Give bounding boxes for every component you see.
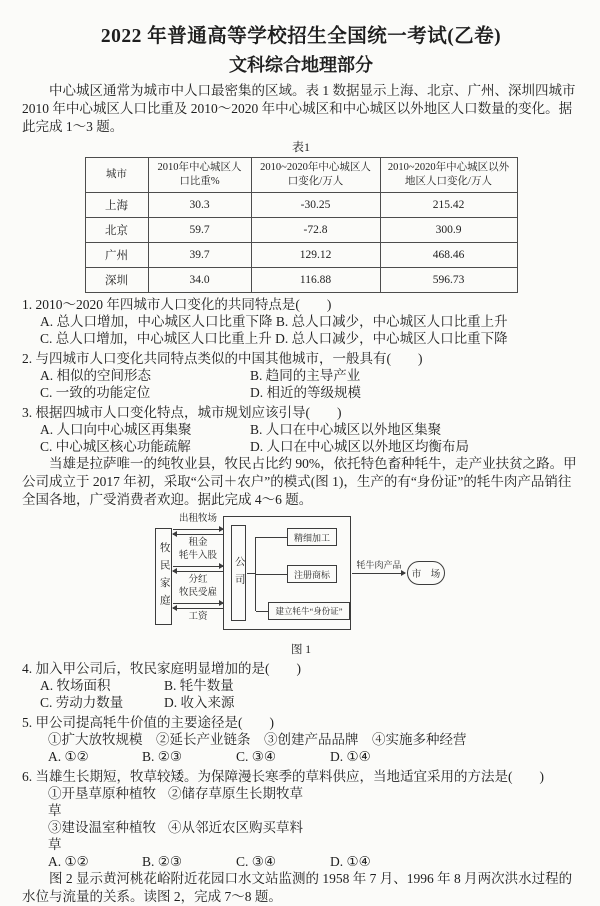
arrow-right-icon <box>352 573 405 574</box>
question-4 <box>22 660 580 711</box>
arrow-left-icon <box>173 608 223 609</box>
answer-a: A. ①② <box>48 749 89 764</box>
process-box-fine-processing: 精细加工 <box>287 528 337 546</box>
table-cell: 北京 <box>85 218 148 243</box>
flow-label-employed: 牧民受雇 <box>178 588 217 598</box>
option-d: D. 收入来源 <box>164 695 235 710</box>
table-row-beijing <box>85 218 517 243</box>
table-row-shanghai <box>85 193 517 218</box>
question-3-options-ab <box>22 421 580 438</box>
item-1: ①开垦草原种植牧草 <box>48 786 156 818</box>
table-cell: 39.7 <box>148 243 251 268</box>
option-a: A. 相似的空间形态 <box>40 368 151 383</box>
population-table <box>85 157 518 293</box>
column-header-outer-change: 2010~2020年中心城区以外地区人口变化/万人 <box>380 158 517 193</box>
herder-family-label: 牧民家庭 <box>158 541 170 612</box>
intro-paragraph-2: 当雄是拉萨唯一的纯牧业县，牧民占比约 90%，依托特色畜种牦牛，走产业扶贫之路。甲公司成立于 2017 年初，采取“公司＋农户”的模式(图 1)，生产的有“身份证”的牦牛肉产品销往全国各地，广受消费者欢迎。据此完成 4～6 题。 <box>22 456 577 507</box>
arrow-right-icon <box>173 603 223 604</box>
option-b: B. 人口在中心城区以外地区集聚 <box>250 422 442 437</box>
table-cell: 129.12 <box>251 243 380 268</box>
flow-label-wages: 工资 <box>188 612 208 622</box>
table-cell: 596.73 <box>380 268 517 293</box>
question-6-answers <box>22 853 580 870</box>
question-3-stem: 3. 根据四城市人口变化特点，城市规划应该引导( ) <box>22 405 342 420</box>
process-box-trademark: 注册商标 <box>287 565 337 583</box>
answer-b: B. ②③ <box>142 854 182 869</box>
connector-line <box>247 573 255 574</box>
answer-b: B. ②③ <box>142 749 182 764</box>
arrow-right-icon <box>173 566 223 567</box>
question-1 <box>22 296 580 347</box>
arrow-left-icon <box>173 534 223 535</box>
question-6 <box>22 768 580 870</box>
flow-label-lease: 出租牧场 <box>178 514 217 524</box>
table-cell: 34.0 <box>148 268 251 293</box>
market-box: 市 场 <box>407 561 445 585</box>
intro-paragraph-3: 图 2 显示黄河桃花峪附近花园口水文站监测的 1958 年 7 月、1996 年 8 月两次洪水过程的水位与流量的关系。读图 2，完成 7～8 题。 <box>22 871 573 904</box>
flow-label-yak-shares: 牦牛入股 <box>178 551 217 561</box>
answer-a: A. ①② <box>48 854 89 869</box>
company-outer-box <box>223 516 351 630</box>
table-caption: 表1 <box>291 140 310 154</box>
table-row-guangzhou <box>85 243 517 268</box>
option-d: D. 人口在中心城区以外地区均衡布局 <box>250 439 469 454</box>
item-2: ②储存草原生长期牧草 <box>168 786 303 801</box>
question-5 <box>22 714 580 765</box>
table-cell: 215.42 <box>380 193 517 218</box>
item-4: ④从邻近农区购买草料 <box>168 820 303 835</box>
answer-c: C. ③④ <box>236 749 276 764</box>
table-cell: 468.46 <box>380 243 517 268</box>
company-label: 公司 <box>233 555 245 591</box>
option-b: B. 牦牛数量 <box>164 678 234 693</box>
table-header-row <box>85 158 517 193</box>
option-c: C. 中心城区核心功能疏解 <box>40 439 191 454</box>
question-4-options-ab <box>22 677 580 694</box>
column-header-city: 城市 <box>85 158 148 193</box>
table-cell: -72.8 <box>251 218 380 243</box>
flow-arrows-group <box>173 514 223 625</box>
question-2-options-cd <box>22 384 580 401</box>
herder-family-box <box>155 528 172 625</box>
table-cell: 59.7 <box>148 218 251 243</box>
yak-product-label: 牦牛肉产品 <box>356 560 402 570</box>
answer-c: C. ③④ <box>236 854 276 869</box>
question-1-options-cd: C. 总人口增加，中心城区人口比重上升 D. 总人口减少，中心城区人口比重下降 <box>40 331 508 346</box>
question-5-stem: 5. 甲公司提高牦牛价值的主要途径是( ) <box>22 715 274 730</box>
option-c: C. 一致的功能定位 <box>40 385 151 400</box>
question-3-options-cd <box>22 438 580 455</box>
option-d: D. 相近的等级规模 <box>250 385 361 400</box>
connector-line <box>256 611 268 612</box>
flow-pair-lease <box>173 514 223 549</box>
question-1-stem: 1. 2010～2020 年四城市人口变化的共同特点是( ) <box>22 297 332 312</box>
option-a: A. 人口向中心城区再集聚 <box>40 422 192 437</box>
answer-d: D. ①④ <box>330 749 371 764</box>
table-row-shenzhen <box>85 268 517 293</box>
question-5-items: ①扩大放牧规模 ②延长产业链条 ③创建产品品牌 ④实施多种经营 <box>48 732 467 747</box>
answer-d: D. ①④ <box>330 854 371 869</box>
table-cell: -30.25 <box>251 193 380 218</box>
question-2 <box>22 350 580 401</box>
column-header-2010-share: 2010年中心城区人口比重% <box>148 158 251 193</box>
option-a: A. 牧场面积 <box>40 678 111 693</box>
option-c: C. 劳动力数量 <box>40 695 124 710</box>
question-6-stem: 6. 当雄生长期短，牧草较矮。为保障漫长寒季的草料供应，当地适宜采用的方法是( ) <box>22 769 544 784</box>
question-2-options-ab <box>22 367 580 384</box>
table-cell: 30.3 <box>148 193 251 218</box>
table-cell: 116.88 <box>251 268 380 293</box>
process-box-yak-id: 建立牦牛“身份证” <box>268 602 350 620</box>
intro-paragraph-1: 中心城区通常为城市中人口最密集的区域。表 1 数据显示上海、北京、广州、深圳四城市 2010 年中心城区人口比重及 2010～2020 年中心城区和中心城区以外地区人口数量的变化。据此完成 1～3 题。 <box>22 83 576 134</box>
question-4-stem: 4. 加入甲公司后，牧民家庭明显增加的是( ) <box>22 661 301 676</box>
option-b: B. 趋同的主导产业 <box>250 368 361 383</box>
column-header-central-change: 2010~2020年中心城区人口变化/万人 <box>251 158 380 193</box>
item-3: ③建设温室种植牧草 <box>48 820 156 852</box>
company-box <box>231 525 246 621</box>
flow-label-rent: 租金 <box>188 538 208 548</box>
question-6-items-12 <box>22 785 580 819</box>
page-subtitle: 文科综合地理部分 <box>229 55 373 75</box>
flow-pair-employment <box>173 588 223 623</box>
table-cell: 深圳 <box>85 268 148 293</box>
table-cell: 广州 <box>85 243 148 268</box>
flow-pair-shares <box>173 551 223 586</box>
question-5-answers <box>22 748 580 765</box>
figure-1-diagram <box>155 514 447 638</box>
page-title: 2022 年普通高等学校招生全国统一考试(乙卷) <box>100 26 502 47</box>
question-4-options-cd <box>22 694 580 711</box>
arrow-left-icon <box>173 571 223 572</box>
question-3 <box>22 404 580 455</box>
figure-1-caption: 图 1 <box>290 644 312 656</box>
table-cell: 300.9 <box>380 218 517 243</box>
arrow-right-icon <box>173 529 223 530</box>
question-6-items-34 <box>22 819 580 853</box>
question-1-options-ab: A. 总人口增加，中心城区人口比重下降 B. 总人口减少，中心城区人口比重上升 <box>40 314 508 329</box>
connector-line <box>256 537 287 538</box>
flow-label-dividend: 分红 <box>188 575 208 585</box>
question-2-stem: 2. 与四城市人口变化共同特点类似的中国其他城市，一般具有( ) <box>22 351 423 366</box>
connector-line <box>256 574 287 575</box>
table-cell: 上海 <box>85 193 148 218</box>
